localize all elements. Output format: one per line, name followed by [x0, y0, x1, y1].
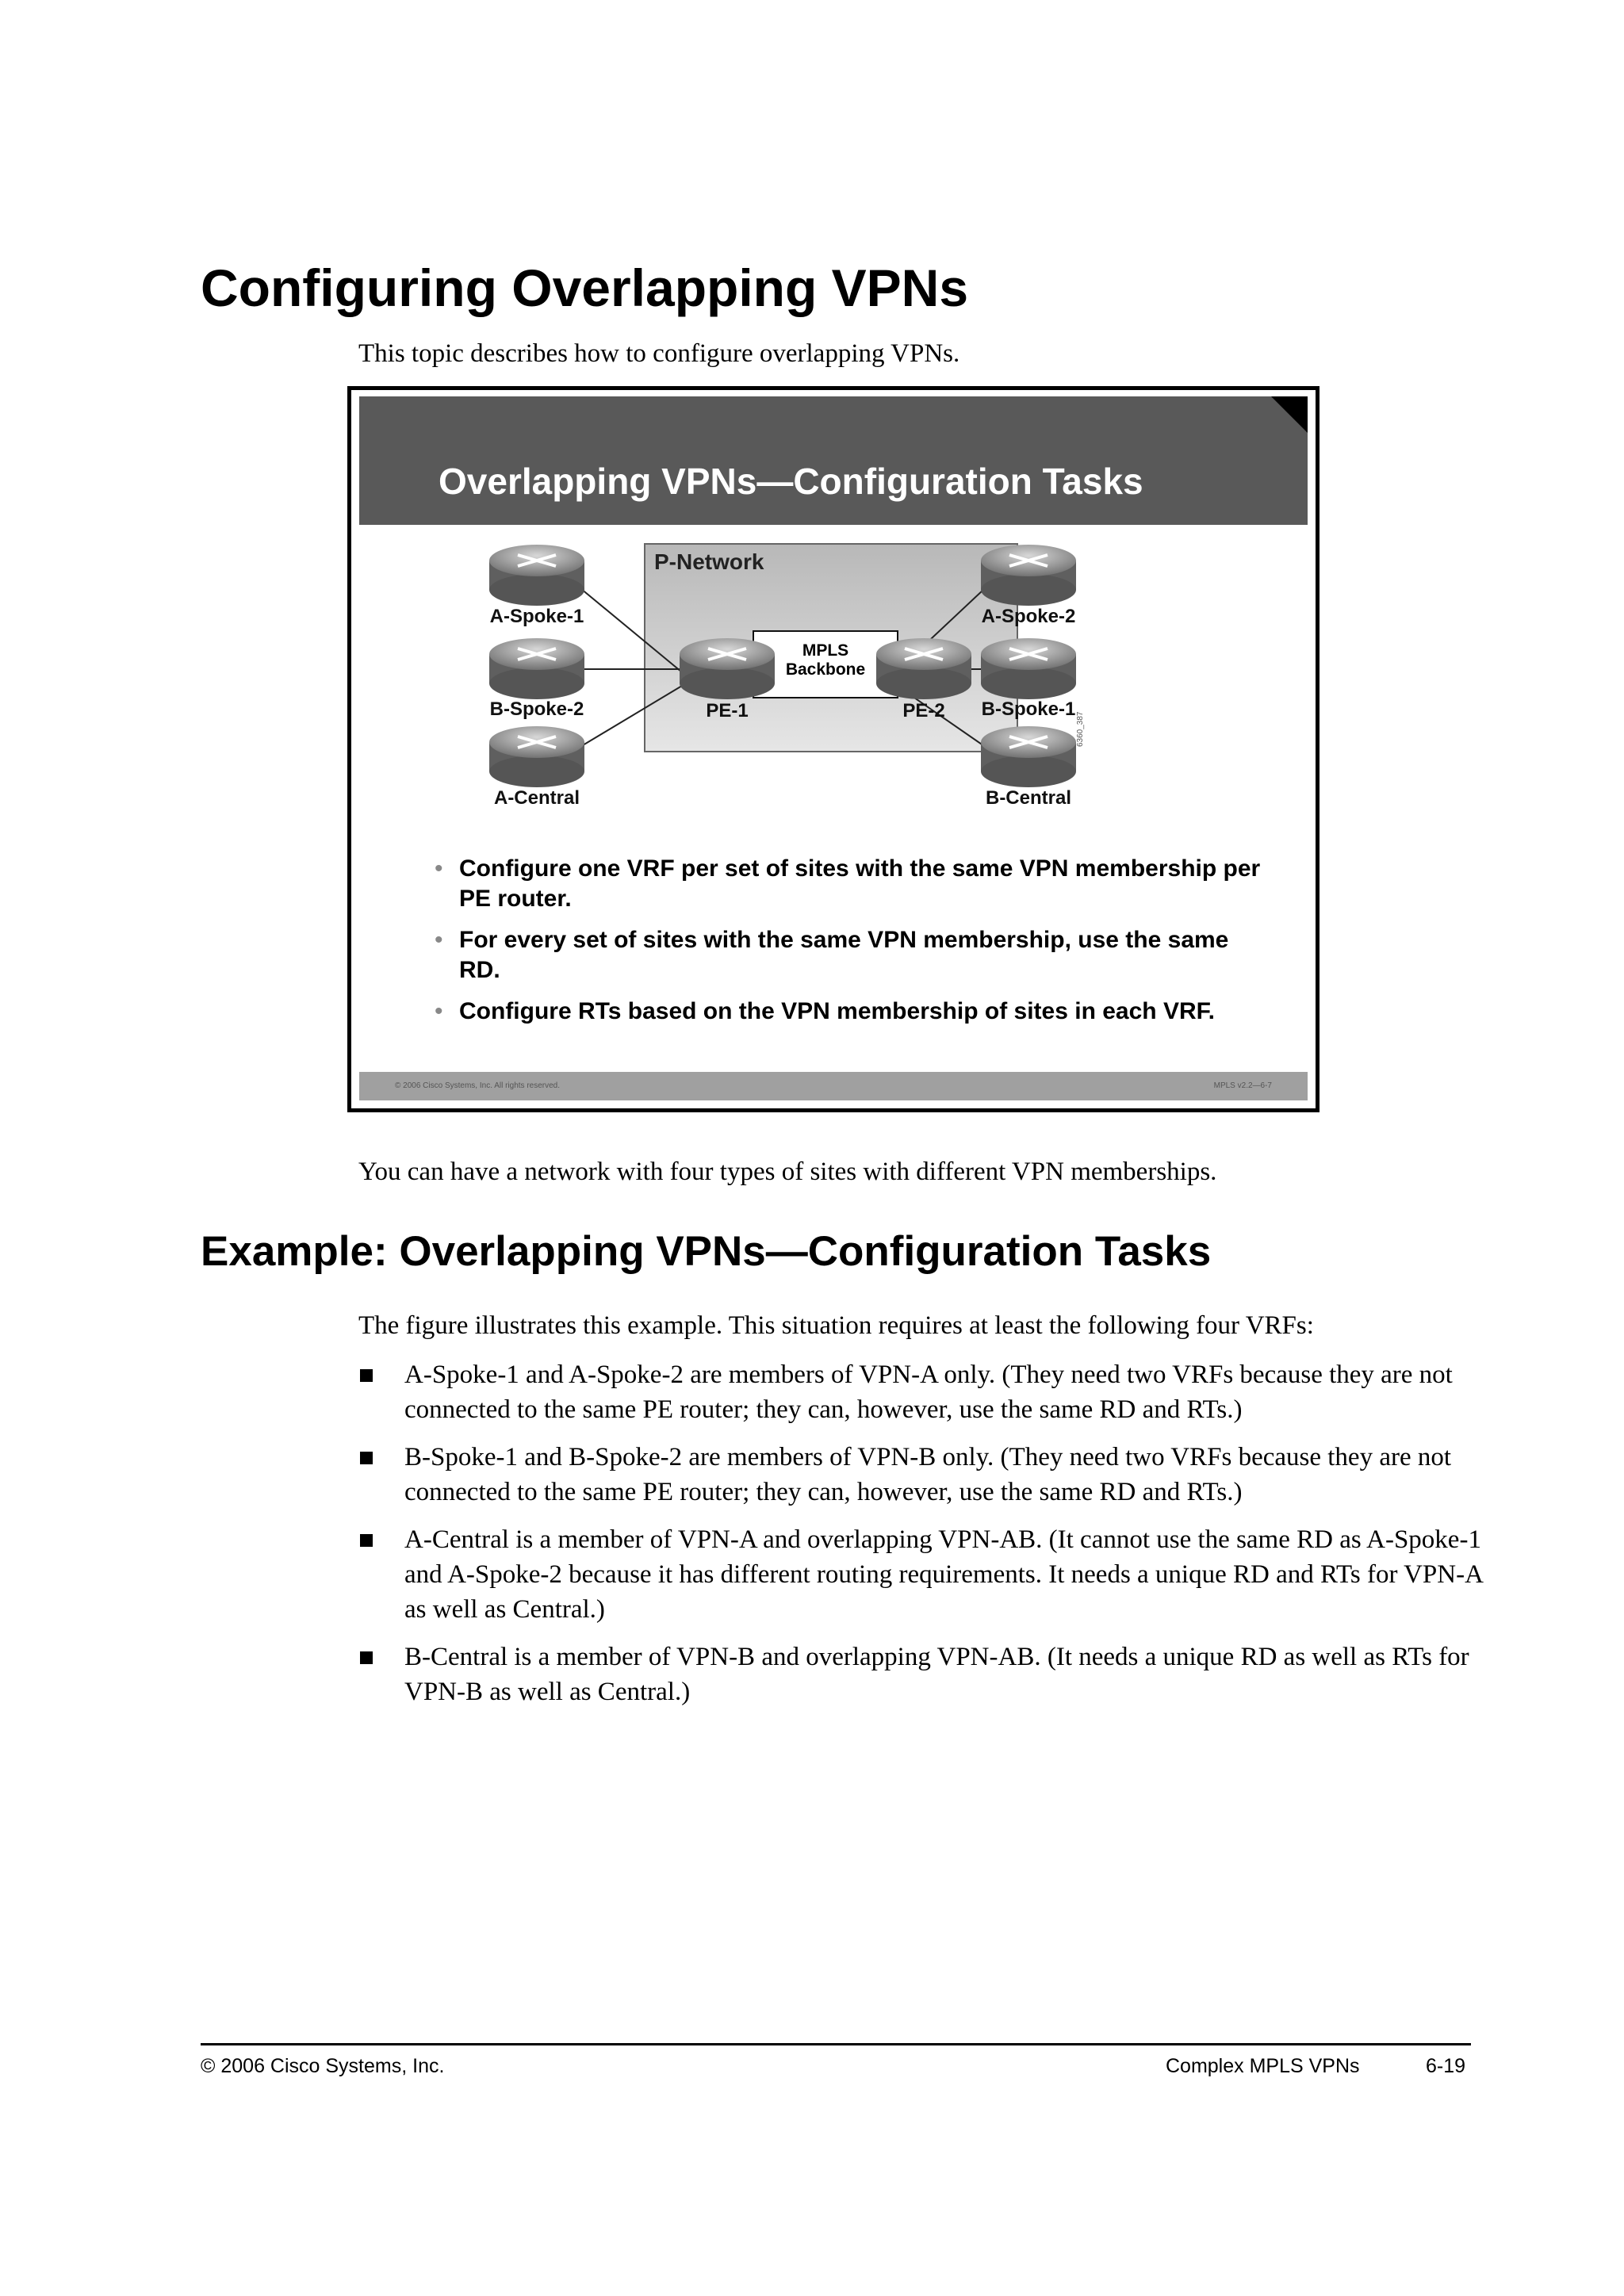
page-number: 6-19: [1426, 2055, 1466, 2077]
square-bullet-icon: [360, 1534, 373, 1547]
footer-copyright: © 2006 Cisco Systems, Inc.: [201, 2055, 445, 2077]
p-network-label: P-Network: [654, 549, 764, 574]
pe-router-icon: [680, 638, 775, 699]
site-label: A-Central: [493, 787, 580, 809]
site-label: B-Central: [985, 787, 1072, 809]
site-label: B-Spoke-2: [489, 698, 584, 720]
section-intro: The figure illustrates this example. This situation requires at least the following four VRFs:: [358, 1311, 1314, 1340]
list-item: A-Central is a member of VPN-A and overlapping VPN-AB. (It cannot use the same RD as A-Spoke-1 and A-Spoke-2 because it has different routing requirements. It needs a unique RD and RTs for VPN-A as well as Central.): [358, 1522, 1484, 1627]
backbone-label: Backbone: [785, 660, 866, 679]
slide-bullet: • Configure RTs based on the VPN membership of sites in each VRF.: [435, 998, 1215, 1024]
router-icon: [981, 545, 1076, 606]
square-bullet-icon: [360, 1369, 373, 1382]
figure-id: 6360_387: [1076, 711, 1085, 747]
square-bullet-icon: [360, 1651, 373, 1664]
slide-corner-decoration: [1271, 396, 1308, 433]
vrf-requirements-list: [358, 1357, 1484, 1722]
slide-bullet: • For every set of sites with the same VPN membership, use the same RD.: [435, 927, 1229, 983]
slide-header: [359, 396, 1308, 525]
footer-book-title: Complex MPLS VPNs: [1166, 2055, 1360, 2077]
slide-footer: [359, 1072, 1308, 1100]
site-label: A-Spoke-2: [981, 606, 1076, 627]
list-item: B-Spoke-1 and B-Spoke-2 are members of VPN-B only. (They need two VRFs because they are not connected to the same PE router; they can, however, use the same RD and RTs.): [358, 1440, 1484, 1510]
pe-router-icon: [876, 638, 971, 699]
site-label: A-Spoke-1: [489, 606, 584, 627]
list-item: B-Central is a member of VPN-B and overlapping VPN-AB. (It needs a unique RD as well as RTs for VPN-B as well as Central.): [358, 1640, 1484, 1709]
slide-title: Overlapping VPNs—Configuration Tasks: [439, 461, 1143, 502]
router-icon: [489, 638, 584, 699]
network-diagram: [470, 533, 1168, 818]
topic-intro: This topic describes how to configure overlapping VPNs.: [358, 339, 960, 368]
slide-bullet: • Configure one VRF per set of sites with the same VPN membership per PE router.: [435, 855, 1261, 912]
router-icon: [981, 638, 1076, 699]
mpls-label: MPLS: [802, 641, 849, 660]
slide-copyright: © 2006 Cisco Systems, Inc. All rights reserved.: [395, 1081, 561, 1090]
slide-figure: [347, 386, 1320, 1112]
router-icon: [489, 726, 584, 787]
square-bullet-icon: [360, 1452, 373, 1464]
slide-course-code: MPLS v2.2—6-7: [1213, 1081, 1272, 1090]
router-icon: [489, 545, 584, 606]
section-title: Example: Overlapping VPNs—Configuration Tasks: [201, 1228, 1212, 1275]
page-title: Configuring Overlapping VPNs: [201, 258, 969, 317]
pe2-label: PE-2: [902, 700, 945, 721]
pe1-label: PE-1: [706, 700, 749, 721]
body-paragraph: You can have a network with four types of sites with different VPN memberships.: [358, 1158, 1217, 1186]
router-icon: [981, 726, 1076, 787]
slide-bullets: [435, 854, 1267, 1038]
site-label: B-Spoke-1: [981, 698, 1076, 720]
list-item: A-Spoke-1 and A-Spoke-2 are members of VPN-A only. (They need two VRFs because they are not connected to the same PE router; they can, however, use the same RD and RTs.): [358, 1357, 1484, 1427]
footer-divider: [201, 2043, 1471, 2045]
